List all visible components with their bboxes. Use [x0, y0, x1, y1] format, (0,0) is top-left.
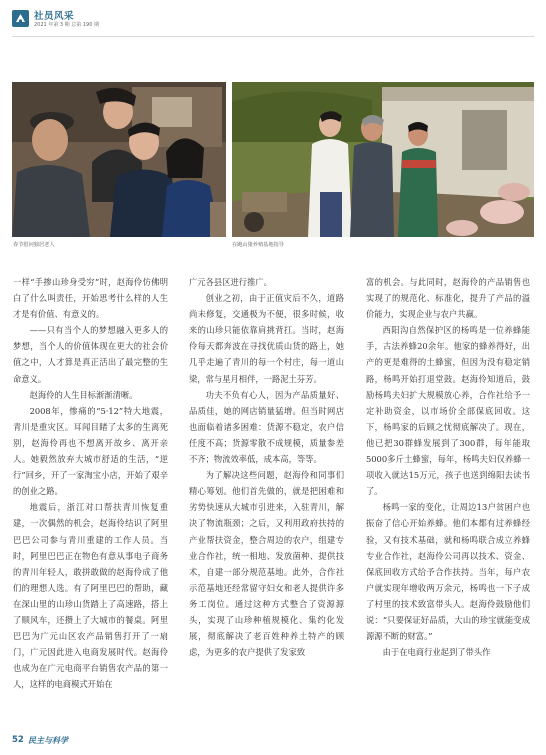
section-title: 社员风采 [34, 11, 75, 22]
page-header [12, 8, 532, 34]
article-paragraph: 一样“手掺山珍身受穷”时，赵海伶仿佛明白了什么叫责任，开始思考什么样的人生才是有价值、有意义的。 [13, 277, 168, 320]
page-number: 52 [12, 735, 24, 745]
article-paragraph: 2008年，惨痛的“5·12”特大地震，青川是重灾区。耳闻目睹了太多的生离死别，赵海伶再也不想离开故乡、离开亲人。她毅然放弃大城市舒适的生活，“逆行”回乡，开了一家淘宝小店，开始了艰辛的创业之路。 [13, 405, 168, 497]
article-paragraph: 地震后，浙江对口帮扶青川恢复重建，一次偶然的机会，赵海伶结识了阿里巴巴公司参与青川重建的工作人员。当时，阿里巴巴正在物色有意从事电子商务的青川年轻人，敢拼敢做的赵海伶成了他们的理想人选。有了阿里巴巴的帮助，藏在深山里的山珍山货踏上了高速路，搭上了顺风车，还攒上了大城市的餐桌。阿里巴巴为广元山区农产品销售打开了一扇门，广元因此进入电商发展时代。赵海伶也成为在广元电商平台销售农产品的第一人，这样的电商模式开始在 [13, 502, 168, 690]
article-paragraph: 为了解决这些问题，赵海伶和同事们精心筹划。他们首先做的，就是把困难和劣势快速从大城市引进来，入驻青川，解决了物流瓶颈；之后，又利用政府扶持的产业帮扶资金，整合周边的农户，组建专业合作社，统一相地、发放菌种、提供技术，自建一部分规范基地。此外，合作社示范基地还经常留守妇女和老人提供许多务工岗位。通过这种方式整合了资源源头，实现了山珍种植规模化、集约化发展，彻底解决了老百姓种养土特产的顾虑，为更多的农户提供了发家致 [189, 470, 344, 658]
article-paragraph: 功夫不负有心人，因为产品质量好、品质佳，她的网店销量猛增。但当时网店也面临着诸多困难：货源不稳定，农户信任度不高；货源零散不成规模，质量参差不齐；物流效率低，成本高，等等。 [189, 389, 344, 465]
section-logo-icon [12, 10, 29, 27]
article-paragraph: 西阳沟自然保护区的杨鸣是一位养蜂能手，古法养蜂20余年。他家的蜂养得好，出产的更是难得的土蜂蜜，但因为没有稳定销路，杨鸣开始打退堂鼓。赵海伶知道后，鼓励杨鸣夫妇扩大规模放心养，合作社给予一定补助资金，以市场价全部保底回收。这下，杨鸣家的后顾之忧彻底解决了。现在，他已把30群蜂发展到了300群，每年能取5000多斤土蜂蜜，每年，杨鸣夫妇仅养蜂一项收入就达15万元，孩子也送到绵阳去读书了。 [366, 325, 530, 497]
article-column-2 [189, 274, 344, 660]
article-paragraph: 广元各县区进行推广。 [189, 277, 272, 287]
article-column-1 [13, 274, 168, 692]
magazine-name: 民主与科学 [28, 735, 68, 745]
article-paragraph: ——只有当个人的梦想融入更多人的梦想，当个人的价值体现在更大的社会价值之中，人才算是真正活出了最完整的生命意义。 [13, 325, 168, 384]
article-paragraph: 创业之初，由于正值灾后不久，道路尚未修复，交通极为不便，很多时候，收来的山珍只能依靠肩挑背扛。当时，赵海伶每天都奔波在寻找优质山货的路上，她几乎走遍了青川的每一个村庄，每一道山梁，常与星月相伴，一路泥土芬芳。 [189, 293, 344, 384]
article-paragraph: 赵海伶的人生目标渐渐清晰。 [29, 389, 138, 400]
article-paragraph: 杨鸣一家的变化，让周边13户贫困户也振奋了信心开始养蜂。他们本都有过养蜂经验，又有技术基础，就和杨鸣联合成立养蜂专业合作社，赵海伶公司再以技术、资金、保底回收方式给予合作扶持。当年，每户农户就实现年增收两万余元，杨鸣也一下子成了村里的技术致富带头人。赵海伶鼓励他们说：“只要保证好品质，大山的珍宝就能变成源源不断的财富。” [366, 502, 530, 642]
photo-visit-elderly [12, 82, 226, 237]
issue-info: 2021 年第 3 期 总第 190 期 [34, 22, 99, 28]
caption-left-photo: 春节慰问独居老人 [13, 242, 55, 248]
article-paragraph: 由于在电商行业起到了带头作 [382, 647, 491, 658]
header-divider [12, 36, 534, 37]
caption-right-photo: 在跑山猪养殖基地指导 [232, 242, 284, 248]
article-paragraph: 富的机会。与此同时，赵海伶的产品销售也实现了的规范化、标准化，提升了产品的溢价能力，实现企业与农户共赢。 [366, 277, 530, 320]
page-footer [12, 733, 212, 749]
photo-pig-farm [232, 82, 534, 237]
article-column-3 [366, 274, 530, 660]
